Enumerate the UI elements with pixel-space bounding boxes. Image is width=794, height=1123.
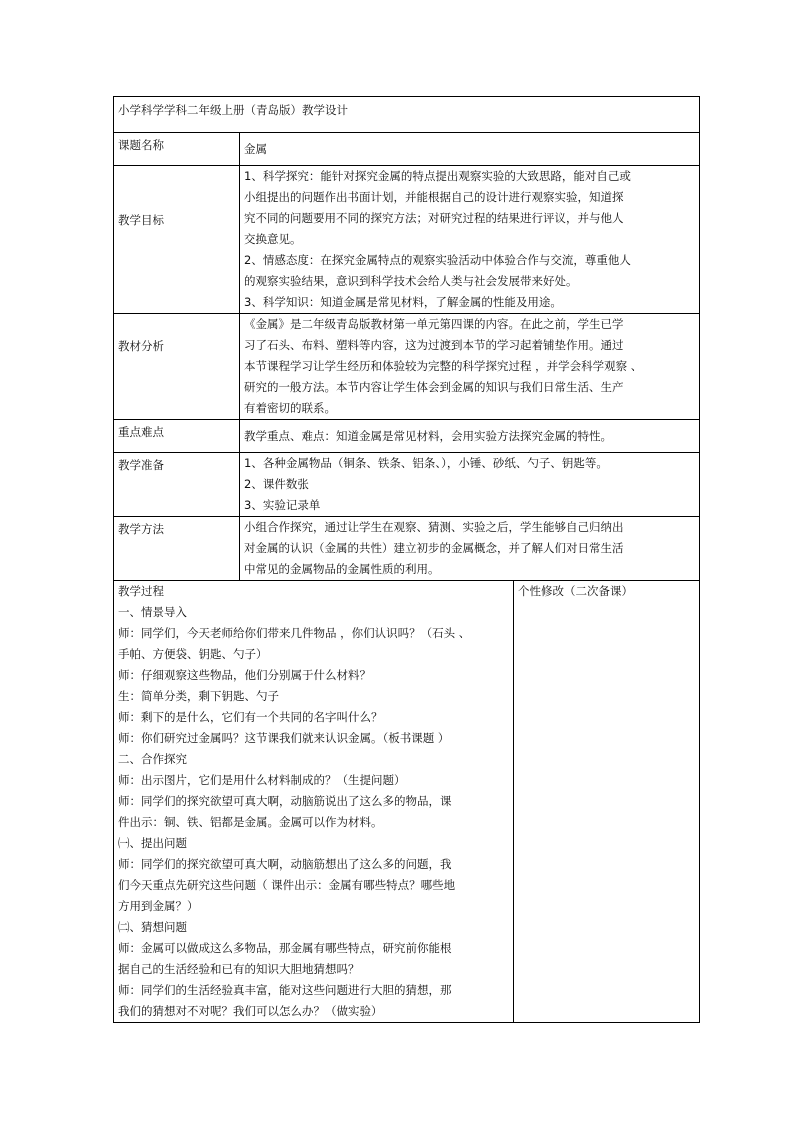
process-line: 师：出示图片，它们是用什么材料制成的？（生提问题） — [118, 773, 406, 787]
process-line: 师：同学们，今天老师给你们带来几件物品 ，你们认识吗？（石头 、 — [118, 626, 471, 640]
topic-value: 金属 — [240, 133, 700, 166]
process-content — [114, 581, 514, 1023]
method-line: 对金属的认识（金属的共性）建立初步的金属概念，并了解人们对日常生活 — [244, 541, 624, 555]
prep-line: 2、课件数张 — [244, 477, 309, 491]
lesson-plan-page — [113, 96, 699, 1023]
process-line: 师：同学们的生活经验真丰富，能对这些问题进行大胆的猜想，那 — [118, 983, 452, 997]
goals-line: 小组提出的问题作出书面计划，并能根据自己的设计进行观察实验，知道探 — [244, 190, 624, 204]
prep-line: 3、实验记录单 — [244, 498, 321, 512]
process-line: 生：简单分类，剩下钥匙、勺子 — [118, 689, 279, 703]
process-line: 教学过程 — [118, 584, 164, 598]
goals-line: 究不同的问题要用不同的探究方法；对研究过程的结果进行评议，并与他人 — [244, 211, 624, 225]
revision-column: 个性修改（二次备课） — [514, 581, 700, 1023]
analysis-line: 有着密切的联系。 — [244, 401, 336, 415]
goals-line: 3、科学知识：知道金属是常见材料，了解金属的性能及用途。 — [244, 295, 562, 309]
analysis-line: 《金属》是二年级青岛版教材第一单元第四课的内容。在此之前，学生已学 — [244, 317, 624, 331]
goals-line: 的观察实验结果，意识到科学技术会给人类与社会发展带来好处。 — [244, 274, 578, 288]
topic-label: 课题名称 — [114, 133, 240, 166]
prep-row — [114, 453, 700, 517]
analysis-line: 本节课程学习让学生经历和体验较为完整的科学探究过程 ，并学会科学观察 、 — [244, 359, 643, 373]
process-line: 师：同学们的探究欲望可真大啊，动脑筋说出了这么多的物品，课 — [118, 794, 452, 808]
key-label: 重点难点 — [114, 420, 240, 453]
doc-title: 小学科学学科二年级上册（青岛版）教学设计 — [114, 97, 700, 133]
process-line: 一、情景导入 — [118, 605, 187, 619]
process-line: ㈠、提出问题 — [118, 836, 187, 850]
prep-line: 1、各种金属物品（铜条、铁条、铝条、），小锤、砂纸、勺子、钥匙等。 — [244, 456, 608, 470]
goals-label: 教学目标 — [114, 166, 240, 314]
goals-content — [240, 166, 700, 314]
process-line: ㈡、猜想问题 — [118, 920, 187, 934]
topic-row — [114, 133, 700, 166]
goals-row — [114, 166, 700, 314]
process-line: 方用到金属？） — [118, 899, 199, 913]
method-line: 小组合作探究，通过让学生在观察、猜测、实验之后，学生能够自己归纳出 — [244, 520, 624, 534]
process-line: 师：剩下的是什么，它们有一个共同的名字叫什么？ — [118, 710, 383, 724]
method-content — [240, 517, 700, 581]
process-line: 师：仔细观察这些物品，他们分别属于什么材料？ — [118, 668, 371, 682]
process-line: 我们的猜想对不对呢？我们可以怎么办？（做实验） — [118, 1004, 383, 1018]
lesson-plan-table — [113, 96, 700, 1023]
process-line: 手帕、方便袋、钥匙、勺子） — [118, 647, 268, 661]
analysis-content — [240, 314, 700, 420]
analysis-line: 习了石头、布料、塑料等内容，这为过渡到本节的学习起着铺垫作用。通过 — [244, 338, 624, 352]
process-line: 件出示：铜、铁、铝都是金属。金属可以作为材料。 — [118, 815, 383, 829]
analysis-line: 研究的一般方法。本节内容让学生体会到金属的知识与我们日常生活、生产 — [244, 380, 624, 394]
process-row — [114, 581, 700, 1023]
process-line: 师：你们研究过金属吗？这节课我们就来认识金属。（板书课题 ） — [118, 731, 450, 745]
process-line: 们今天重点先研究这些问题（ 课件出示：金属有哪些特点？哪些地 — [118, 878, 456, 892]
process-line: 据自己的生活经验和已有的知识大胆地猜想吗？ — [118, 962, 360, 976]
prep-label: 教学准备 — [114, 453, 240, 517]
analysis-label: 教材分析 — [114, 314, 240, 420]
analysis-row — [114, 314, 700, 420]
goals-line: 2、情感态度：在探究金属特点的观察实验活动中体验合作与交流，尊重他人 — [244, 253, 631, 267]
method-line: 中常见的金属物品的金属性质的利用。 — [244, 562, 440, 576]
process-line: 二、合作探究 — [118, 752, 187, 766]
title-row — [114, 97, 700, 133]
method-row — [114, 517, 700, 581]
goals-line: 1、科学探究：能针对探究金属的特点提出观察实验的大致思路，能对自己或 — [244, 169, 631, 183]
process-line: 师：金属可以做成这么多物品，那金属有哪些特点，研究前你能根 — [118, 941, 452, 955]
prep-content — [240, 453, 700, 517]
key-row — [114, 420, 700, 453]
goals-line: 交换意见。 — [244, 232, 302, 246]
method-label: 教学方法 — [114, 517, 240, 581]
process-line: 师：同学们的探究欲望可真大啊，动脑筋想出了这么多的问题，我 — [118, 857, 452, 871]
key-content: 教学重点、难点：知道金属是常见材料，会用实验方法探究金属的特性。 — [240, 420, 700, 453]
